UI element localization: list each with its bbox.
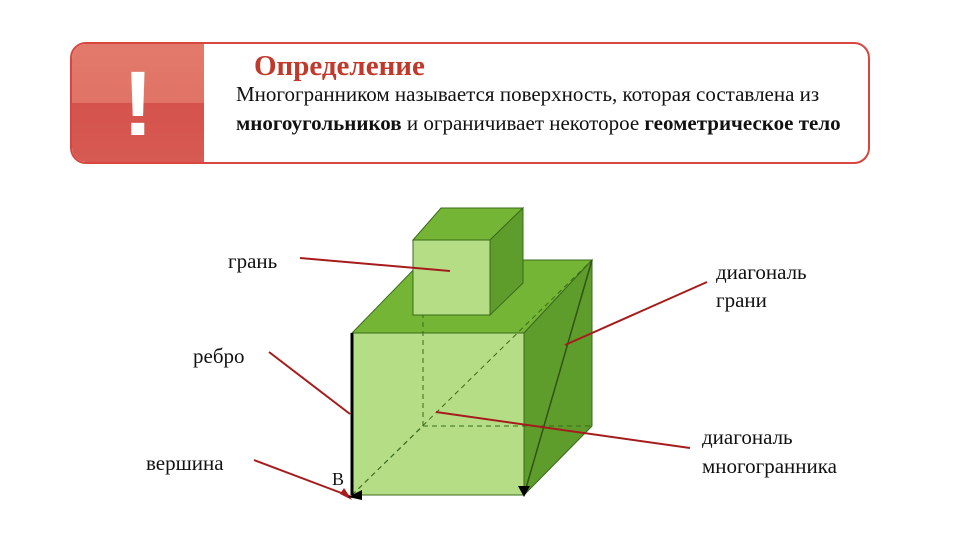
definition-term-body: геометрическое тело [644, 111, 841, 135]
definition-text-part: Многогранником называется поверхность, которая составлена из [236, 82, 820, 106]
edge-pointer-line [269, 352, 350, 414]
exclamation-icon: ! [122, 53, 154, 155]
label-vertex-letter: В [332, 469, 345, 489]
definition-term-polygons: многоугольников [236, 111, 402, 135]
label-face-diagonal-line2: грани [716, 288, 767, 312]
label-face-diagonal-line1: диагональ [716, 260, 807, 284]
label-face: грань [228, 249, 278, 273]
definition-text-part: и ограничивает некоторое [401, 111, 645, 135]
big-cube-front-face [352, 333, 524, 495]
label-polyhedron-diagonal-line1: диагональ [702, 425, 793, 449]
label-edge: ребро [193, 344, 245, 368]
definition-title: Определение [254, 50, 425, 82]
label-polyhedron-diagonal-line2: многогранника [702, 454, 837, 478]
label-vertex: вершина [146, 451, 224, 475]
small-cube-front-face [413, 240, 490, 315]
